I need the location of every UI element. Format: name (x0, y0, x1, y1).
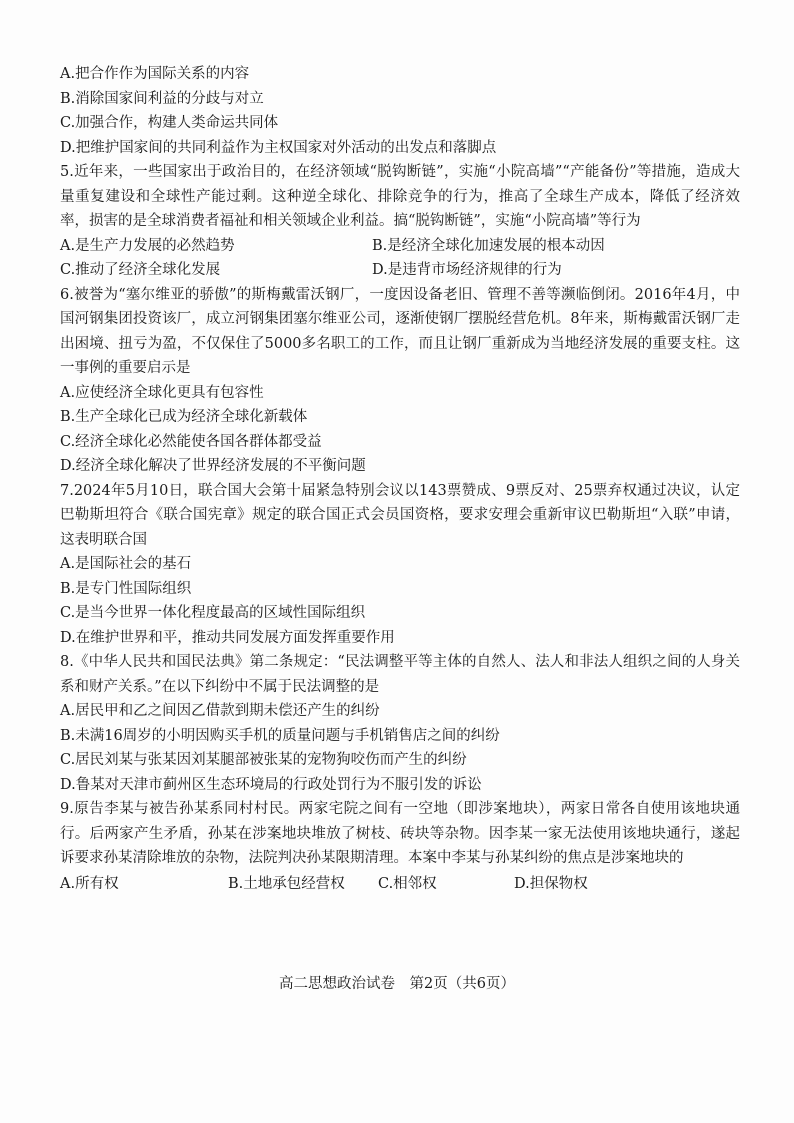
q9-options-row (60, 872, 740, 897)
q5-options-row-2 (60, 258, 740, 283)
q6-stem: 6.被誉为“塞尔维亚的骄傲”的斯梅戴雷沃钢厂，一度因设备老旧、管理不善等濒临倒闭。2016年4月，中国河钢集团投资该厂，成立河钢集团塞尔维亚公司，逐渐使钢厂摆脱经营危机。8年来，斯梅戴雷沃钢厂走出困境、扭亏为盈，不仅保住了5000多名职工的工作，而且让钢厂重新成为当地经济发展的重要支柱。这一事例的重要启示是 (60, 286, 740, 376)
q6-option-b: B.生产全球化已成为经济全球化新载体 (60, 409, 308, 425)
q5-option-a: A.是生产力发展的必然趋势 (60, 237, 235, 254)
q5-option-d: D.是违背市场经济规律的行为 (372, 262, 562, 278)
q4-option-a: A.把合作作为国际关系的内容 (60, 66, 250, 82)
q7-option-a: A.是国际社会的基石 (60, 556, 192, 572)
q7-stem: 7.2024年5月10日，联合国大会第十届紧急特别会议以143票赞成、9票反对、25票弃权通过决议，认定巴勒斯坦符合《联合国宪章》规定的联合国正式会员国资格，要求安理会重新审议巴勒斯坦“入联”申请，这表明联合国 (60, 482, 740, 548)
q6-option-d: D.经济全球化解决了世界经济发展的不平衡问题 (60, 458, 366, 474)
q8-option-d: D.鲁某对天津市蓟州区生态环境局的行政处罚行为不服引发的诉讼 (60, 776, 482, 793)
q5-option-c: C.推动了经济全球化发展 (60, 262, 221, 278)
q5-option-b: B.是经济全球化加速发展的根本动因 (372, 237, 605, 254)
page-footer: 高二思想政治试卷 第2页（共6页） (279, 976, 515, 992)
q8-option-a: A.居民甲和乙之间因乙借款到期未偿还产生的纠纷 (60, 703, 380, 719)
q4-option-c: C.加强合作，构建人类命运共同体 (60, 115, 279, 131)
page-content (60, 62, 740, 896)
q6-option-a: A.应使经济全球化更具有包容性 (60, 384, 264, 401)
q9-stem: 9.原告李某与被告孙某系同村村民。两家宅院之间有一空地（即涉案地块），两家日常各自使用该地块通行。后两家产生矛盾，孙某在涉案地块堆放了树枝、砖块等杂物。因李某一家无法使用该地块通行，遂起诉要求孙某清除堆放的杂物，法院判决孙某限期清理。本案中李某与孙某纠纷的焦点是涉案地块的 (60, 801, 740, 866)
q4-option-d: D.把维护国家间的共同利益作为主权国家对外活动的出发点和落脚点 (60, 139, 497, 156)
q4-option-b: B.消除国家间利益的分歧与对立 (60, 90, 264, 107)
q9-option-b: B.土地承包经营权 (228, 875, 345, 892)
q8-option-c: C.居民刘某与张某因刘某腿部被张某的宠物狗咬伤而产生的纠纷 (60, 752, 467, 768)
q8-stem: 8.《中华人民共和国民法典》第二条规定：“民法调整平等主体的自然人、法人和非法人组织之间的人身关系和财产关系。”在以下纠纷中不属于民法调整的是 (60, 654, 740, 695)
q8-option-b: B.未满16周岁的小明因购买手机的质量问题与手机销售店之间的纠纷 (60, 727, 500, 744)
q5-stem: 5.近年来，一些国家出于政治目的，在经济领域“脱钩断链”，实施“小院高墙”“产能备份”等措施，造成大量重复建设和全球性产能过剩。这种逆全球化、排除竞争的行为，推高了全球生产成本，降低了经济效率，损害的是全球消费者福祉和相关领域企业利益。搞“脱钩断链”，实施“小院高墙”等行为 (60, 164, 740, 229)
q6-option-c: C.经济全球化必然能使各国各群体都受益 (60, 433, 322, 450)
q7-option-b: B.是专门性国际组织 (60, 580, 192, 597)
q5-options-row-1 (60, 234, 740, 259)
q9-option-d: D.担保物权 (514, 875, 588, 892)
q7-option-d: D.在维护世界和平，推动共同发展方面发挥重要作用 (60, 629, 395, 646)
q9-option-c: C.相邻权 (378, 875, 437, 892)
q7-option-c: C.是当今世界一体化程度最高的区域性国际组织 (60, 605, 366, 621)
q9-option-a: A.所有权 (60, 875, 119, 892)
